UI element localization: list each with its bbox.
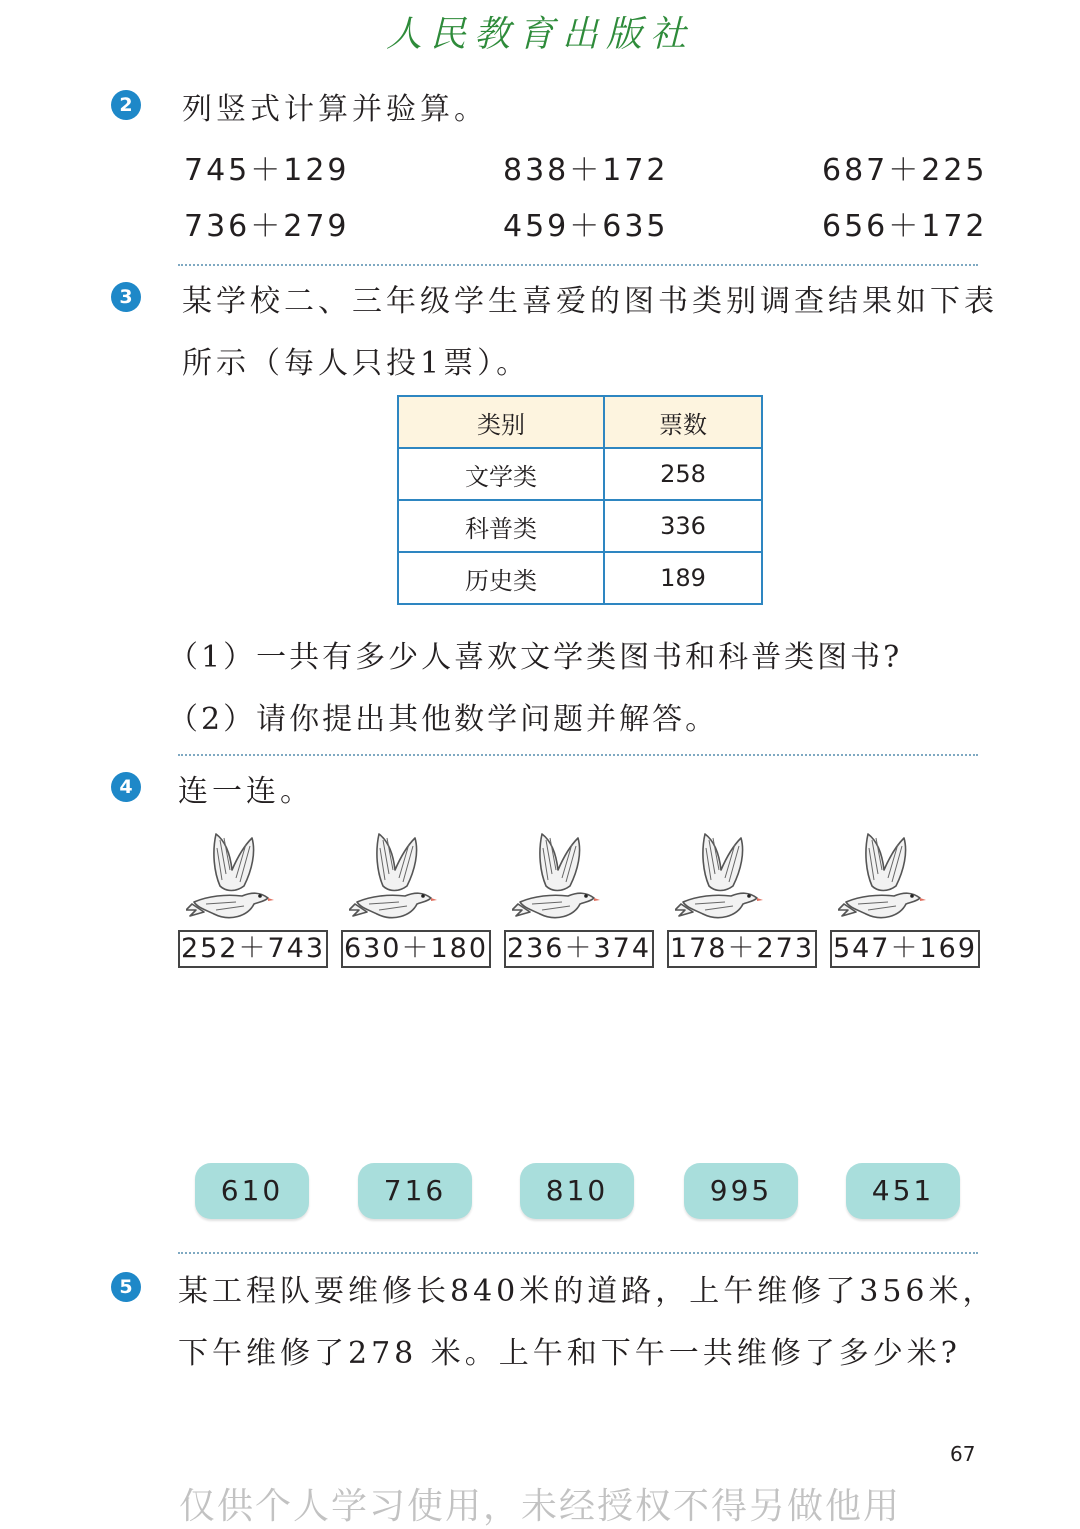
q2-expression-1: 745＋129 — [184, 153, 350, 188]
match-expression-4[interactable]: 178＋273 — [667, 930, 817, 968]
question-number-2: 2 — [111, 90, 141, 120]
section-divider — [178, 754, 978, 756]
dove-icon — [838, 830, 938, 930]
match-expression-2[interactable]: 630＋180 — [341, 930, 491, 968]
table-cell-votes: 189 — [604, 552, 762, 604]
table-row — [398, 552, 762, 604]
dove-icon — [675, 830, 775, 930]
table-cell-category: 文学类 — [398, 448, 604, 500]
dove-icon — [186, 830, 286, 930]
section-divider — [178, 264, 978, 266]
match-expression-5[interactable]: 547＋169 — [830, 930, 980, 968]
dove-icon — [512, 830, 612, 930]
table-row — [398, 448, 762, 500]
survey-table — [397, 395, 763, 605]
question-2-prompt: 列竖式计算并验算。 — [182, 92, 488, 127]
question-3-sub1: （1）一共有多少人喜欢文学类图书和科普类图书? — [168, 640, 903, 675]
table-header-category: 类别 — [398, 396, 604, 448]
question-3-sub2: （2）请你提出其他数学问题并解答。 — [168, 702, 719, 737]
match-expression-3[interactable]: 236＋374 — [504, 930, 654, 968]
match-answer-2[interactable]: 716 — [358, 1163, 472, 1219]
page-number: 67 — [950, 1442, 976, 1466]
dove-icon — [349, 830, 449, 930]
question-3-prompt-line1: 某学校二、三年级学生喜爱的图书类别调查结果如下表 — [182, 284, 998, 319]
question-5-line1: 某工程队要维修长840米的道路，上午维修了356米， — [178, 1274, 997, 1309]
match-expression-1[interactable]: 252＋743 — [178, 930, 328, 968]
table-header-row — [398, 396, 762, 448]
table-cell-votes: 336 — [604, 500, 762, 552]
question-3-prompt-line2: 所示（每人只投1票）。 — [182, 346, 531, 381]
q2-expression-5: 459＋635 — [503, 209, 669, 244]
table-row — [398, 500, 762, 552]
section-divider — [178, 1252, 978, 1254]
table-cell-votes: 258 — [604, 448, 762, 500]
table-cell-category: 科普类 — [398, 500, 604, 552]
match-answer-3[interactable]: 810 — [520, 1163, 634, 1219]
q2-expression-6: 656＋172 — [822, 209, 988, 244]
table-cell-category: 历史类 — [398, 552, 604, 604]
match-answer-5[interactable]: 451 — [846, 1163, 960, 1219]
question-number-3: 3 — [111, 282, 141, 312]
question-number-4: 4 — [111, 772, 141, 802]
match-answer-1[interactable]: 610 — [195, 1163, 309, 1219]
table-header-votes: 票数 — [604, 396, 762, 448]
question-number-5: 5 — [111, 1272, 141, 1302]
match-answer-4[interactable]: 995 — [684, 1163, 798, 1219]
question-5-line2: 下午维修了278 米。上午和下午一共维修了多少米? — [178, 1336, 961, 1371]
q2-expression-2: 838＋172 — [503, 153, 669, 188]
q2-expression-4: 736＋279 — [184, 209, 350, 244]
watermark: 仅供个人学习使用，未经授权不得另做他用 — [178, 1486, 901, 1527]
question-4-prompt: 连一连。 — [178, 774, 314, 809]
q2-expression-3: 687＋225 — [822, 153, 988, 188]
publisher-logo: 人民教育出版社 — [385, 14, 694, 55]
